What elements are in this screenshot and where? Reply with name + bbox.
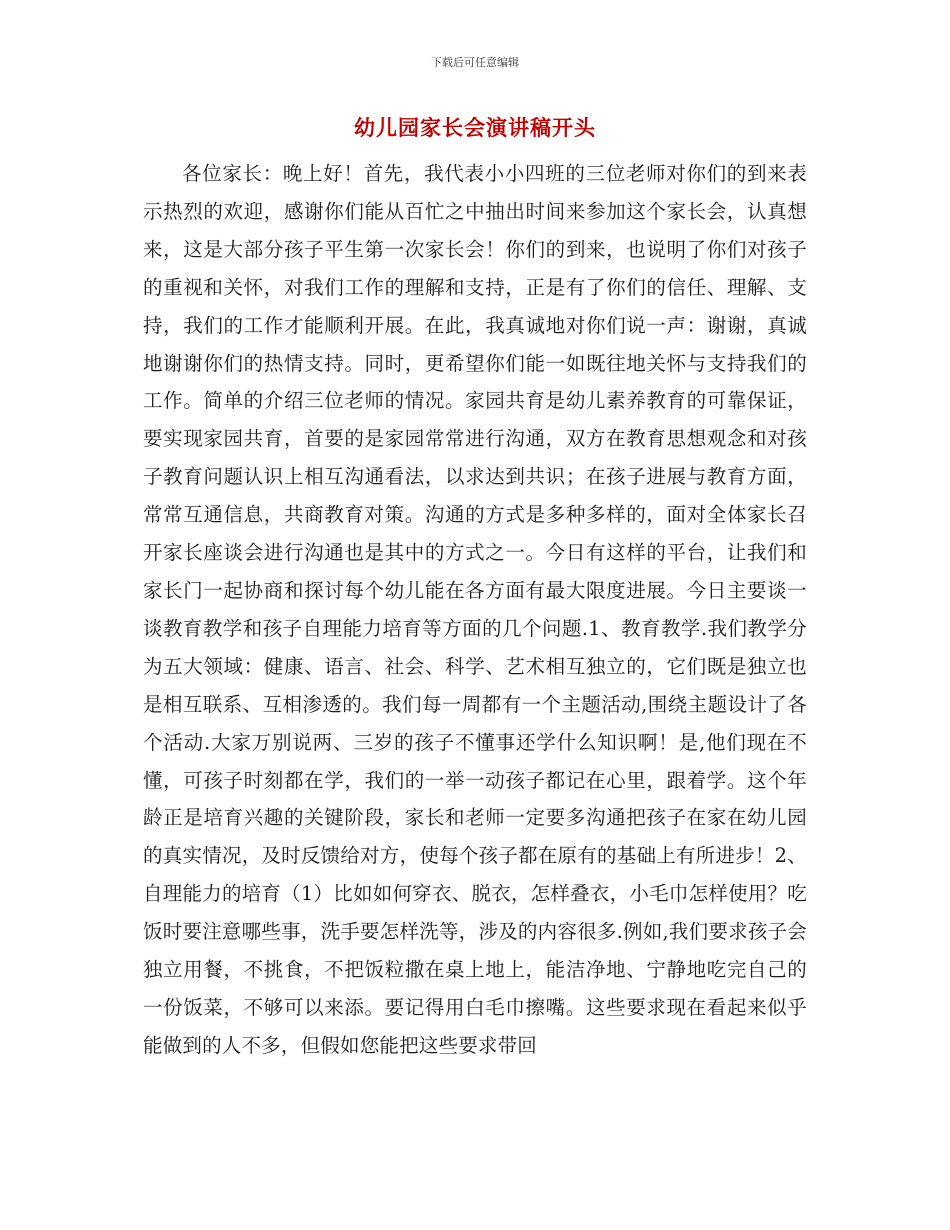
document-title: 幼儿园家长会演讲稿开头 xyxy=(354,116,596,140)
header-note: 下载后可任意编辑 xyxy=(431,56,519,69)
document-body: 各位家长：晚上好！首先，我代表小小四班的三位老师对你们的到来表示热烈的欢迎，感谢你们能从百忙之中抽出时间来参加这个家长会，认真想来，这是大部分孩子平生第一次家长会！你们的到来，也说明了你们对孩子的重视和关怀，对我们工作的理解和支持，正是有了你们的信任、理解、支持，我们的工作才能顺利开展。在此，我真诚地对你们说一声：谢谢，真诚地谢谢你们的热情支持。同时，更希望你们能一如既往地关怀与支持我们的工作。简单的介绍三位老师的情况。家园共育是幼儿素养教育的可靠保证，要实现家园共育，首要的是家园常常进行沟通，双方在教育思想观念和对孩子教育问题认识上相互沟通看法，以求达到共识；在孩子进展与教育方面，常常互通信息，共商教育对策。沟通的方式是多种多样的，面对全体家长召开家长座谈会进行沟通也是其中的方式之一。今日有这样的平台，让我们和家长门一起协商和探讨每个幼儿能在各方面有最大限度进展。今日主要谈一谈教育教学和孩子自理能力培育等方面的几个问题.1、教育教学.我们教学分为五大领域：健康、语言、社会、科学、艺术相互独立的，它们既是独立也是相互联系、互相渗透的。我们每一周都有一个主题活动,围绕主题设计了各个活动.大家万别说两、三岁的孩子不懂事还学什么知识啊！是,他们现在不懂，可孩子时刻都在学，我们的一举一动孩子都记在心里，跟着学。这个年龄正是培育兴趣的关键阶段，家长和老师一定要多沟通把孩子在家在幼儿园的真实情况，及时反馈给对方，使每个孩子都在原有的基础上有所进步！2、自理能力的培育（1）比如如何穿衣、脱衣，怎样叠衣，小毛巾怎样使用？吃饭时要注意哪些事，洗手要怎样洗等，涉及的内容很多.例如,我们要求孩子会独立用餐，不挑食，不把饭粒撒在桌上地上，能洁净地、宁静地吃完自己的一份饭菜，不够可以来添。要记得用白毛巾擦嘴。这些要求现在看起来似乎能做到的人不多，但假如您能把这些要求带回 xyxy=(143,162,807,1057)
